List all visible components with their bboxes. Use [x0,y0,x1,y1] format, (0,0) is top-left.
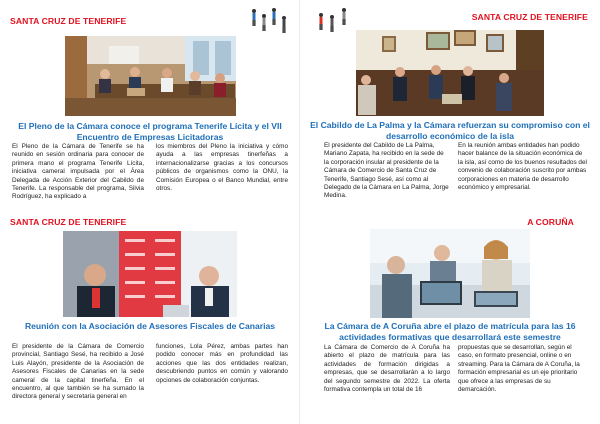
article-body [12,343,288,402]
article-photo-cabildo [356,30,544,116]
right-page [300,0,600,424]
article-body [324,142,588,201]
article-col-1: El Pleno de la Cámara de Tenerife se ha reunido en sesión ordinaria para conocer de primera mano el programa Tenerife Lícita, iniciativa cameral impulsada por el Área Delegada de Acción Exterior del Cabildo de Tenerife. La responsable del programa, Silvia Rodríguez, ha explicado a [12,143,144,201]
region-label: SANTA CRUZ DE TENERIFE [10,16,127,26]
article-headline: El Pleno de la Cámara conoce el programa Tenerife Lícita y el VII Encuentro de Empresas Licitadoras [18,121,282,142]
article-col-1: La Cámara de Comercio de A Coruña ha abierto el plazo de matrícula para las actividades de formación dirigidas a empresas, que se desarrollarán a lo largo del segundo semestre de 2022. La oferta formativa contempla un total de 16 [324,344,450,394]
article-body [324,344,588,394]
article-col-2: En la reunión ambas entidades han podido hacer balance de la situación económica de la isla, así como de los buenos resultados del convenio de colaboración suscrito por ambas corporaciones en materia de desarrollo económico y empresarial. [458,142,587,192]
region-label: A CORUÑA [527,217,574,227]
article-body [12,143,288,202]
article-photo-formacion [370,229,530,318]
people-figures-icon [248,6,294,36]
article-col-2: los miembros del Pleno la iniciativa y cómo ayuda a las empresas tinerfeñas a internacionalizarse gracias a los concursos públicos de organismos como la ONU, la Comisión Europea o el Banco Mundial, entre otros. [156,143,288,193]
article-photo-asesores [63,231,237,317]
article-col-1: El presidente del Cabildo de La Palma, Mariano Zapata, ha recibido en la sede de la corporación insular al presidente de la Cámara de Comercio de Santa Cruz de Tenerife, Santiago Sesé, así como al Delegado de la Cámara en La Palma, Jorge Medina. [324,142,449,200]
article-col-2: funciones, Lola Pérez, ambas partes han podido conocer más en profundidad las acciones que las dos entidades realizan, descubriendo puntos en común y valorando opciones de colaboración conjuntas. [156,343,288,384]
article-headline: El Cabildo de La Palma y la Cámara refuerzan su compromiso con el desarrollo económico de la isla [310,120,590,141]
article-headline: La Cámara de A Coruña abre el plazo de matrícula para las 16 actividades formativas que desarrollará este semestre [324,321,576,342]
article-col-1: El presidente de la Cámara de Comercio provincial, Santiago Sesé, ha recibido a José Luis Alayón, presidente de la Asociación de Asesores Fiscales de Canarias en la sede cameral de la capital tinerfeña. En el encuentro, al que también se ha sumado la directora general y secretaria general en [12,343,144,401]
region-label: SANTA CRUZ DE TENERIFE [10,217,127,227]
article-headline: Reunión con la Asociación de Asesores Fiscales de Canarias [24,321,276,331]
people-figures-icon [316,6,356,34]
region-label: SANTA CRUZ DE TENERIFE [471,12,588,22]
article-photo-pleno [65,36,236,116]
article-col-2: propuestas que se desarrollan, según el caso, en formato presencial, online o en streaming. Para la Cámara de A Coruña, la formación empresarial es un eje prioritario que ofrece a las empresas de su demarcación. [458,344,580,394]
